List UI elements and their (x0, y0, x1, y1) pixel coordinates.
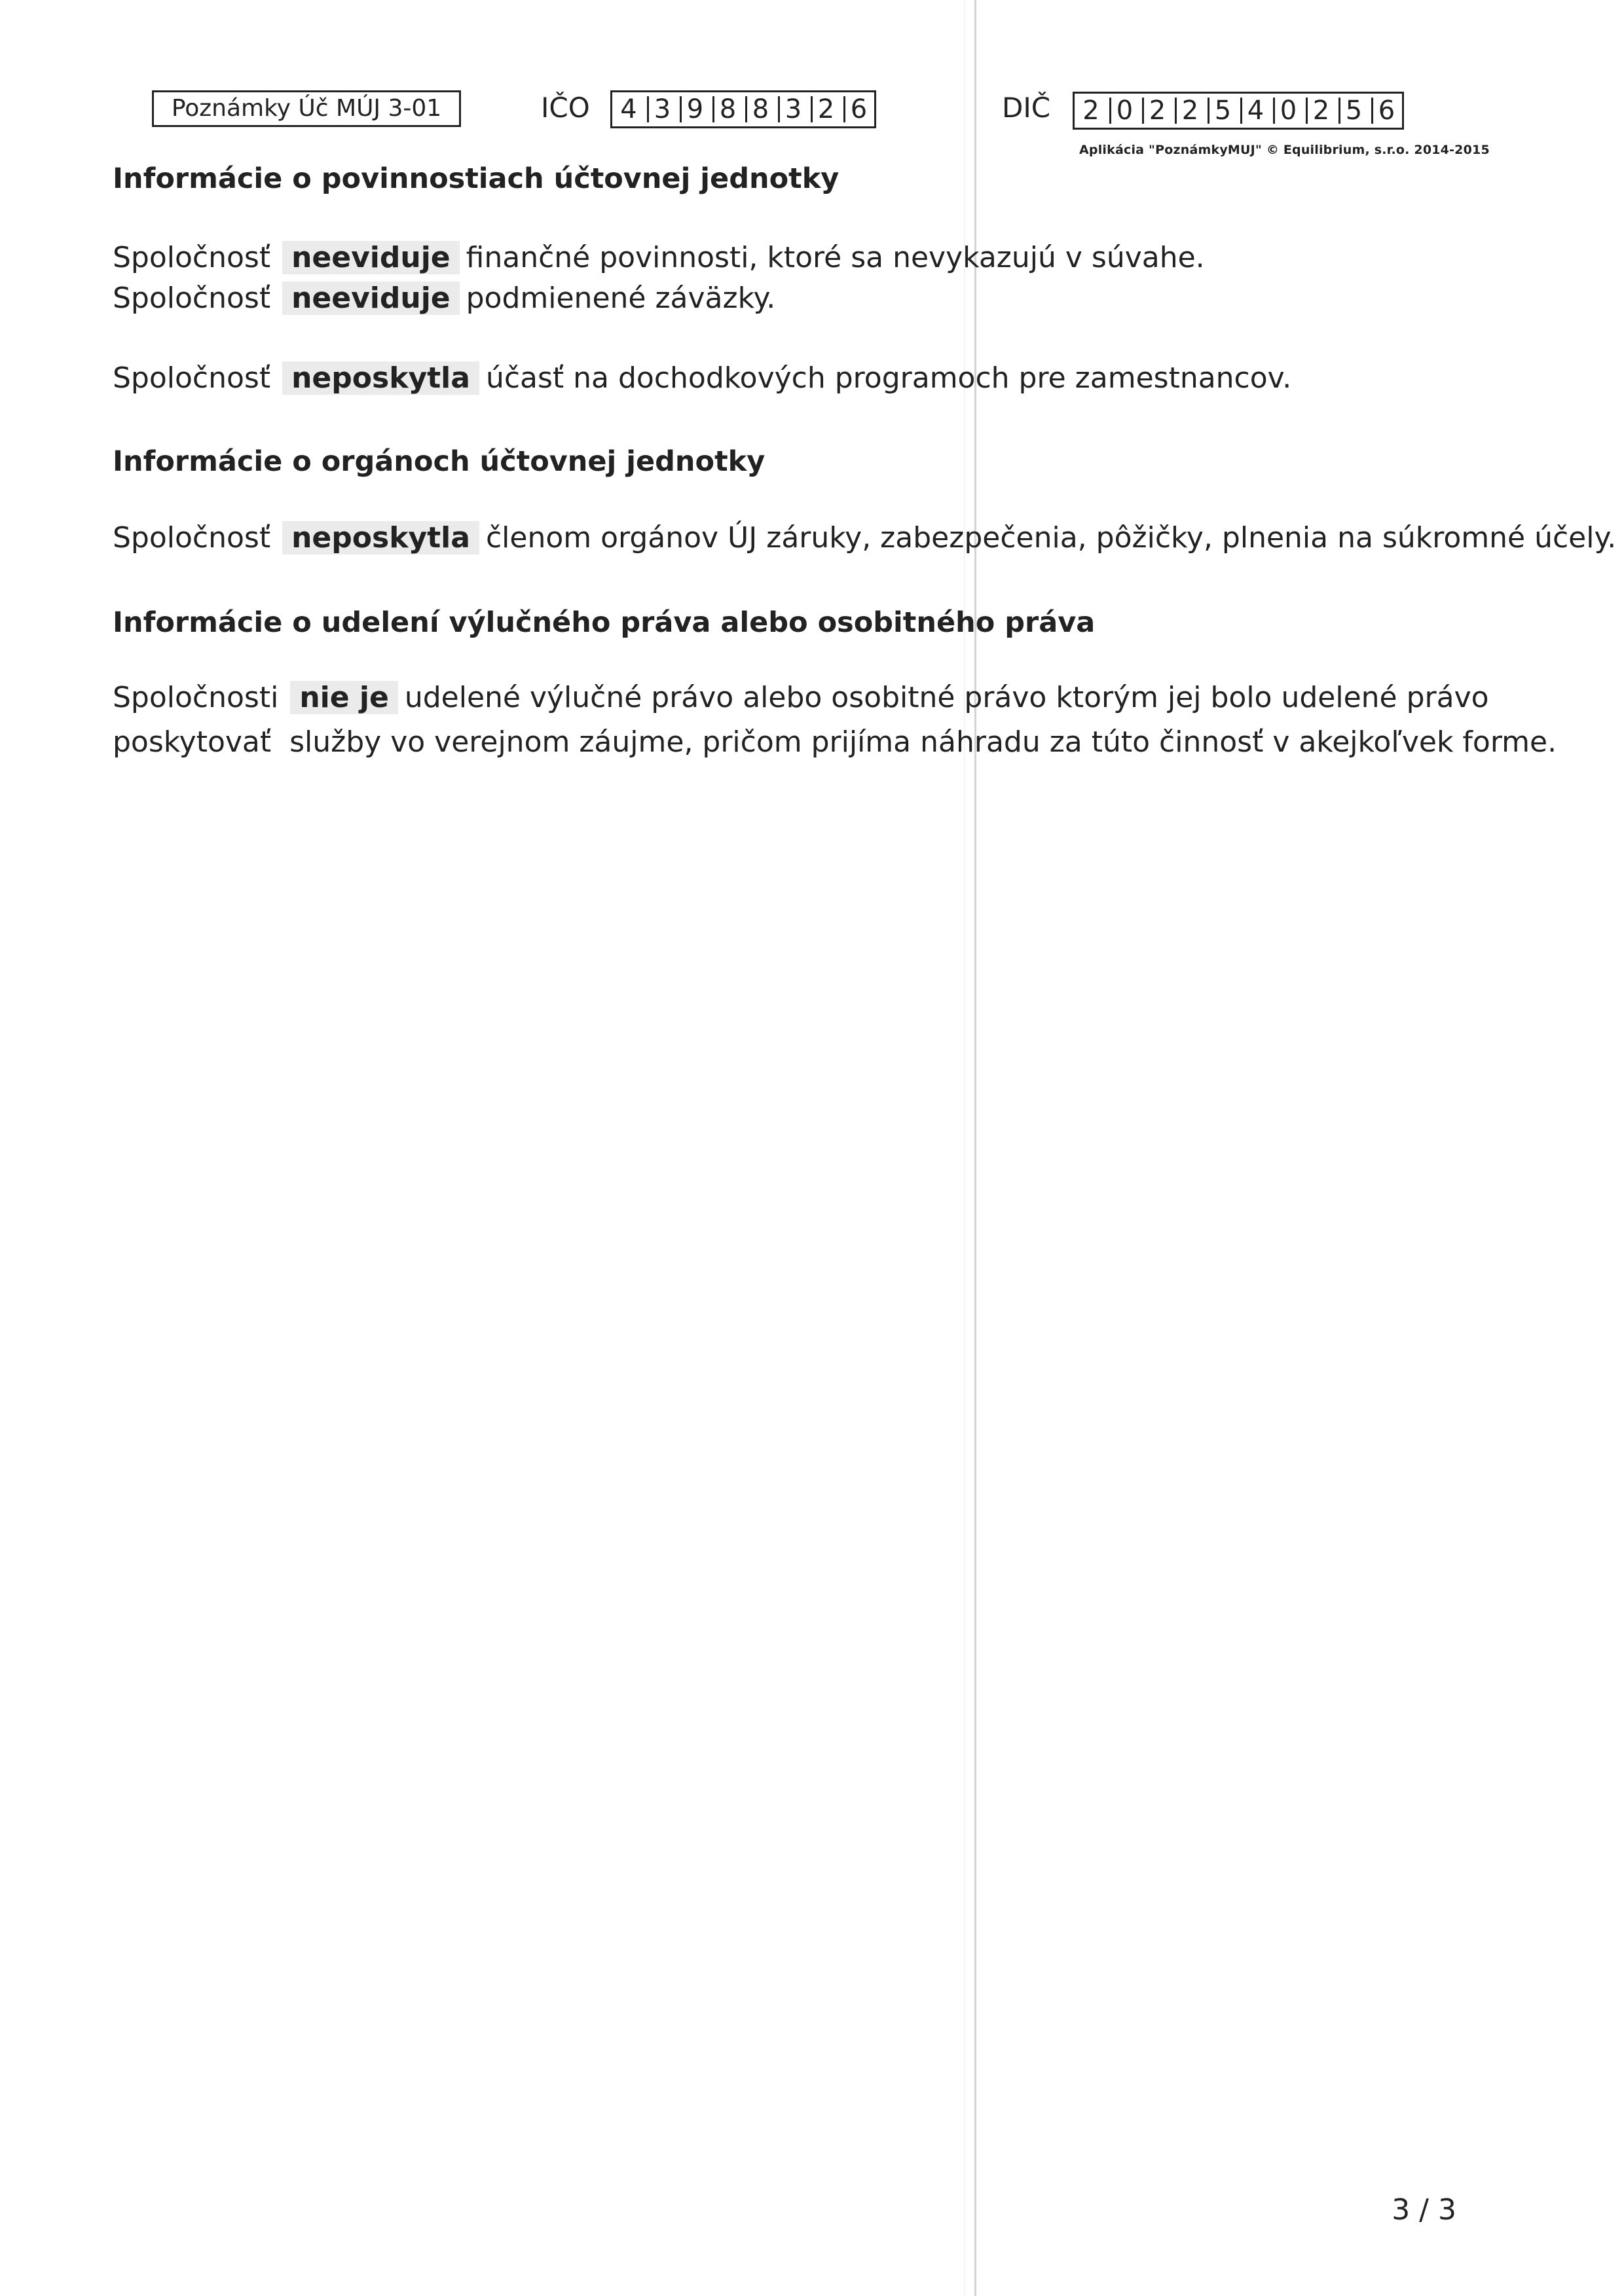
statement-continuation: poskytovať služby vo verejnom záujme, pričom prijíma náhradu za túto činnosť v akejkoľvek forme. (113, 725, 1557, 759)
dic-digit: 5 (1208, 98, 1236, 124)
ico-digit: 3 (778, 96, 807, 122)
statement-text: členom orgánov ÚJ záruky, zabezpečenia, pôžičky, plnenia na súkromné účely. (485, 521, 1617, 555)
statement-subject: Spoločnosť (113, 282, 271, 315)
section-heading-obligations: Informácie o povinnostiach účtovnej jednotky (113, 162, 840, 195)
dic-digit: 6 (1371, 98, 1400, 124)
scan-fold-line (974, 0, 976, 2296)
ico-digits (610, 90, 876, 128)
statement-subject: Spoločnosti (113, 681, 279, 714)
ico-digit: 8 (712, 96, 741, 122)
dic-digit: 0 (1109, 98, 1138, 124)
dic-digit: 5 (1338, 98, 1367, 124)
statement-value-field: neposkytla (282, 361, 479, 395)
ico-label: IČO (541, 92, 590, 124)
dic-digit: 2 (1175, 98, 1204, 124)
statement-line (113, 241, 1205, 274)
dic-digit: 2 (1082, 96, 1099, 126)
dic-digit: 4 (1240, 98, 1269, 124)
app-copyright-note: Aplikácia "PoznámkyMUJ" © Equilibrium, s.r.o. 2014-2015 (1079, 143, 1490, 157)
statement-value-field: neposkytla (282, 521, 479, 555)
form-code: Poznámky Úč MÚJ 3-01 (171, 95, 442, 122)
statement-value-field: neeviduje (282, 282, 460, 315)
page-number: 3 / 3 (1392, 2193, 1456, 2227)
ico-digit: 9 (680, 96, 709, 122)
scan-fold-shadow (964, 0, 965, 2296)
dic-digit: 2 (1306, 98, 1335, 124)
ico-digit: 8 (745, 96, 774, 122)
dic-digit: 2 (1142, 98, 1171, 124)
statement-line (113, 681, 1489, 714)
ico-digit: 3 (647, 96, 676, 122)
dic-digit: 0 (1273, 98, 1302, 124)
statement-text: účasť na dochodkových programoch pre zamestnancov. (485, 361, 1292, 395)
dic-label: DIČ (1002, 92, 1051, 124)
statement-text: finančné povinnosti, ktoré sa nevykazujú v súvahe. (466, 241, 1205, 274)
ico-digit: 2 (811, 96, 840, 122)
statement-line (113, 282, 775, 315)
statement-value-field: nie je (290, 681, 398, 714)
ico-digit: 6 (843, 96, 872, 122)
section-heading-rights: Informácie o udelení výlučného práva alebo osobitného práva (113, 606, 1096, 639)
statement-text: podmienené záväzky. (466, 282, 776, 315)
statement-subject: Spoločnosť (113, 241, 271, 274)
dic-digits (1073, 92, 1404, 130)
statement-value-field: neeviduje (282, 241, 460, 274)
ico-digit: 4 (620, 94, 637, 124)
statement-subject: Spoločnosť (113, 521, 271, 555)
statement-subject: Spoločnosť (113, 361, 271, 395)
section-heading-bodies: Informácie o orgánoch účtovnej jednotky (113, 445, 766, 478)
statement-text: udelené výlučné právo alebo osobitné právo ktorým jej bolo udelené právo (404, 681, 1489, 714)
statement-line (113, 361, 1291, 395)
statement-line (113, 521, 1616, 555)
form-code-box (152, 90, 461, 127)
